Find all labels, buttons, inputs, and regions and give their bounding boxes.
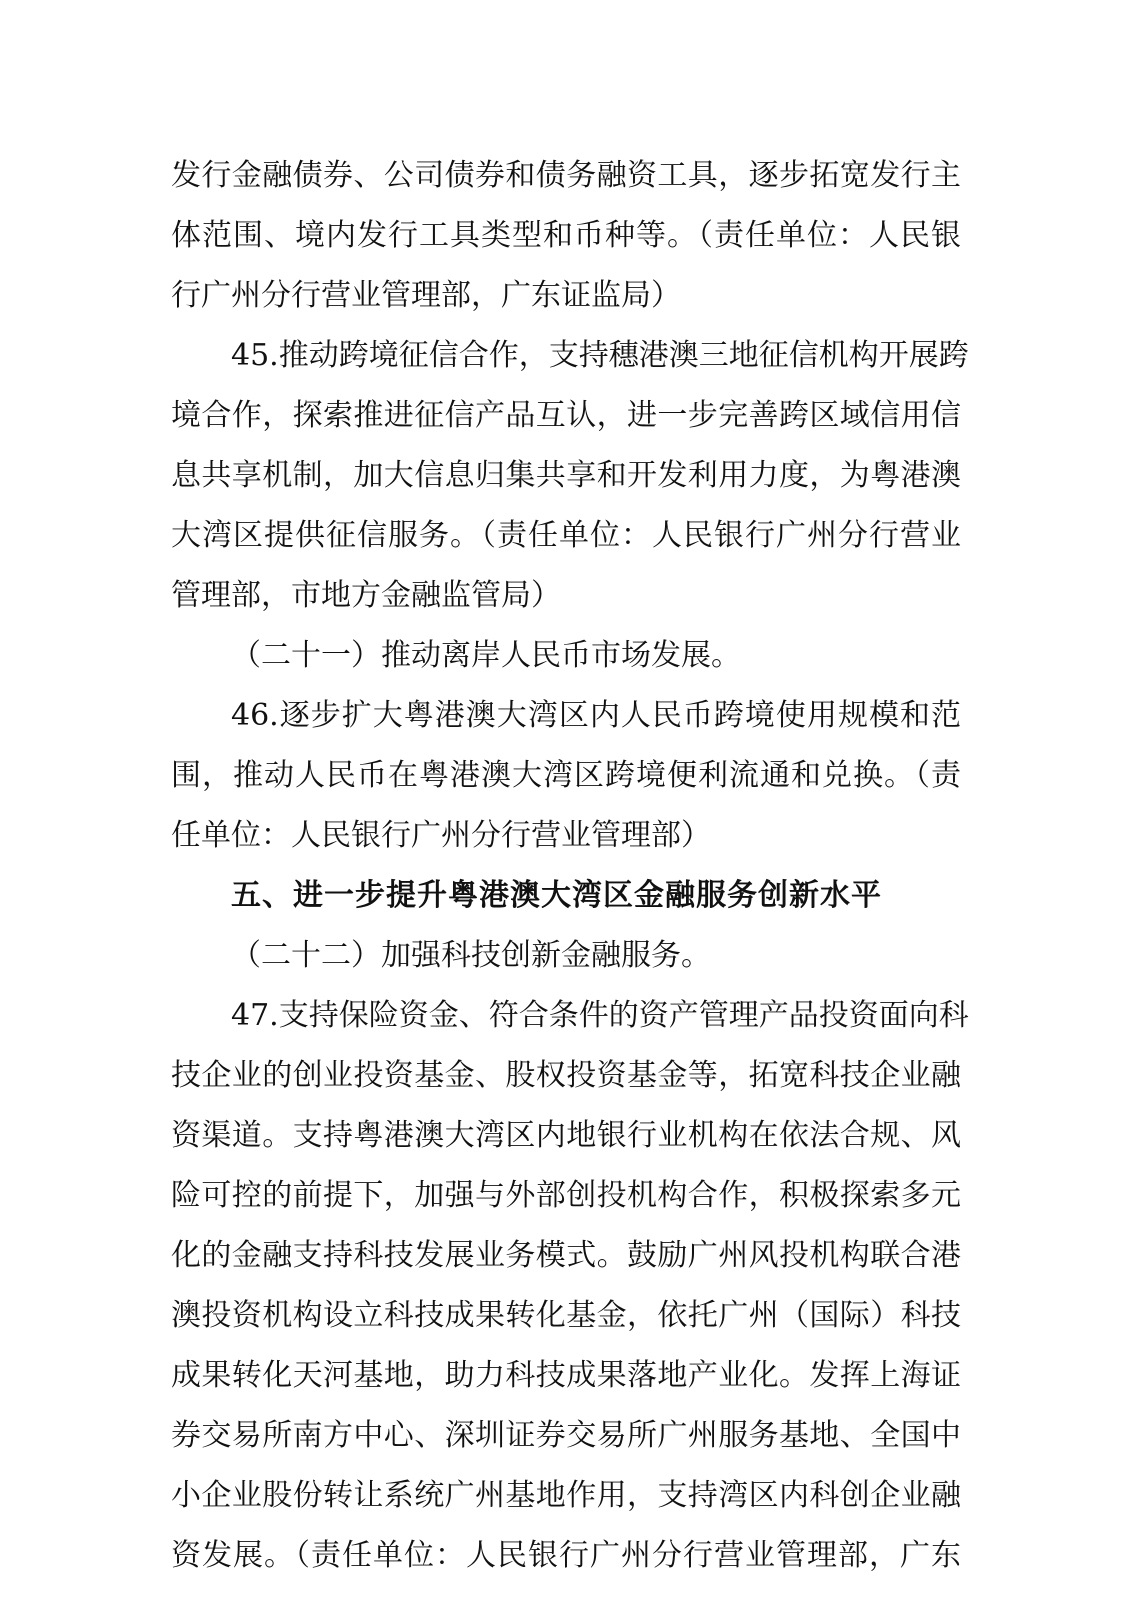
text-line: 体范围、境内发行工具类型和币种等。（责任单位：人民银: [171, 218, 961, 253]
text-line: 管理部，市地方金融监管局）: [171, 578, 561, 613]
text-line: 发行金融债券、公司债券和债务融资工具，逐步拓宽发行主: [171, 158, 961, 193]
subheading-21: [171, 626, 961, 686]
text-line: 45.推动跨境征信合作，支持穗港澳三地征信机构开展跨: [231, 338, 969, 373]
paragraph-item-47: [171, 986, 969, 1586]
text-line: 成果转化天河基地，助力科技成果落地产业化。发挥上海证: [171, 1358, 961, 1393]
text-line: 大湾区提供征信服务。（责任单位：人民银行广州分行营业: [171, 518, 961, 553]
text-line: 行广州分行营业管理部，广东证监局）: [171, 278, 681, 313]
text-line: 小企业股份转让系统广州基地作用，支持湾区内科创企业融: [171, 1478, 961, 1513]
document-page: [171, 146, 969, 1586]
section-heading-5: [171, 866, 961, 926]
text-line: 澳投资机构设立科技成果转化基金，依托广州（国际）科技: [171, 1298, 961, 1333]
section-heading: 五、进一步提升粤港澳大湾区金融服务创新水平: [231, 878, 882, 913]
section-subheading: （二十一）推动离岸人民币市场发展。: [231, 638, 741, 673]
text-line: 技企业的创业投资基金、股权投资基金等，拓宽科技企业融: [171, 1058, 961, 1093]
paragraph-item-46: [171, 686, 961, 866]
paragraph-item-45: [171, 326, 969, 626]
text-line: 任单位：人民银行广州分行营业管理部）: [171, 818, 711, 853]
text-line: 券交易所南方中心、深圳证券交易所广州服务基地、全国中: [171, 1418, 961, 1453]
text-line: 险可控的前提下，加强与外部创投机构合作，积极探索多元: [171, 1178, 961, 1213]
text-line: 境合作，探索推进征信产品互认，进一步完善跨区域信用信: [171, 398, 961, 433]
text-line: 资发展。（责任单位：人民银行广州分行营业管理部，广东: [171, 1538, 961, 1573]
text-line: 资渠道。支持粤港澳大湾区内地银行业机构在依法合规、风: [171, 1118, 961, 1153]
text-line: 46.逐步扩大粤港澳大湾区内人民币跨境使用规模和范: [231, 698, 961, 733]
text-line: 化的金融支持科技发展业务模式。鼓励广州风投机构联合港: [171, 1238, 961, 1273]
text-line: 围，推动人民币在粤港澳大湾区跨境便利流通和兑换。（责: [171, 758, 961, 793]
text-line: 息共享机制，加大信息归集共享和开发利用力度，为粤港澳: [171, 458, 961, 493]
section-subheading: （二十二）加强科技创新金融服务。: [231, 938, 711, 973]
text-line: 47.支持保险资金、符合条件的资产管理产品投资面向科: [231, 998, 969, 1033]
subheading-22: [171, 926, 961, 986]
paragraph-continuation: [171, 146, 961, 326]
